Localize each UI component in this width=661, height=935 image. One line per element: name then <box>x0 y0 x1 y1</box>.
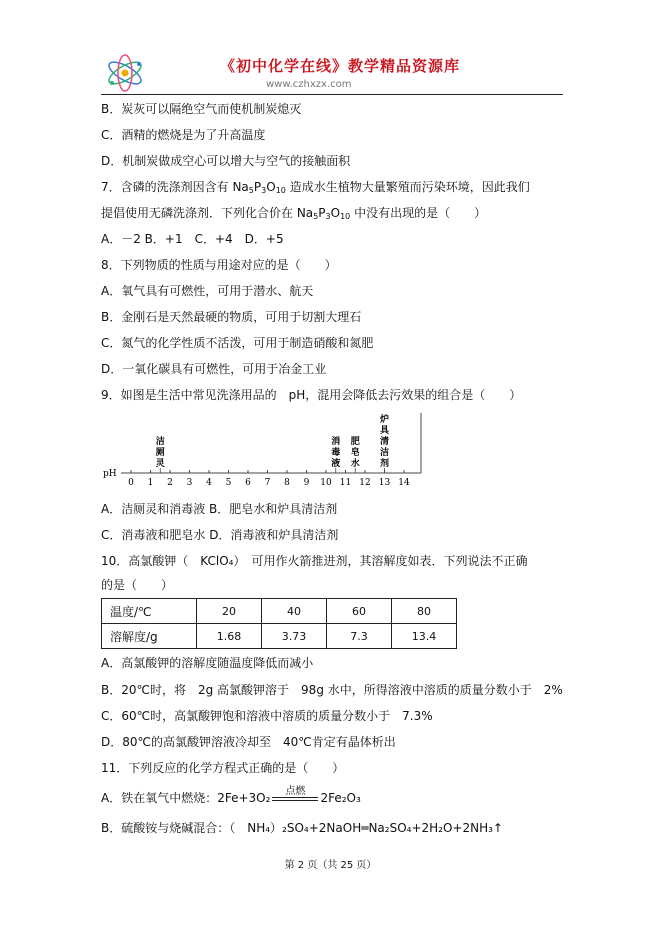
q6-option-b: B．炭灰可以隔绝空气而使机制炭熄灭 <box>101 102 302 116</box>
condition-label: 点燃 <box>285 786 306 797</box>
q10-option-a: A．高氯酸钾的溶解度随温度降低而减小 <box>101 656 314 670</box>
ph-tick-label: 4 <box>206 478 212 488</box>
ph-product-char: 消 <box>331 437 341 447</box>
ph-product-char: 毒 <box>331 448 341 458</box>
atom-logo-icon <box>103 52 147 94</box>
ph-tick-label: 12 <box>359 478 371 488</box>
q8-option-d: D．一氧化碳具有可燃性，可用于冶金工业 <box>101 362 327 376</box>
q7-formula: $Na_5P_3O_{10}$ <box>232 180 286 195</box>
solubility-cell: 13.4 <box>392 624 457 649</box>
ph-scale-svg <box>101 411 431 497</box>
ph-tick-label: 6 <box>245 478 251 488</box>
q7-options: A．－2 B．+1 C．+4 D．+5 <box>101 232 284 246</box>
q10-stem-line1: 10．高氯酸钾（ KClO₄） 可用作火箭推进剂，其溶解度如表．下列说法不正确 <box>101 554 528 568</box>
temp-cell: 20 <box>197 599 262 624</box>
table-row <box>102 624 457 649</box>
solubility-cell: 7.3 <box>327 624 392 649</box>
q8-option-a: A．氧气具有可燃性，可用于潜水、航天 <box>101 284 314 298</box>
q7-stem-line1 <box>101 179 530 199</box>
q8-option-c: C．氮气的化学性质不活泼，可用于制造硝酸和氮肥 <box>101 336 374 350</box>
ph-tick-label: 9 <box>303 478 310 488</box>
q7-stem-post: 造成水生植物大量繁殖而污染环境，因此我们 <box>285 180 530 194</box>
equation-rhs: 2Fe₂O₃ <box>320 791 361 805</box>
ph-product-char: 液 <box>331 459 341 469</box>
page-footer: 第 2 页（共 25 页） <box>284 860 377 871</box>
q7-stem-pre: 7．含磷的洗涤剂因含有 <box>101 180 233 194</box>
ph-tick-label: 8 <box>284 478 290 488</box>
ph-tick-label: 14 <box>398 478 410 488</box>
temp-cell: 40 <box>262 599 327 624</box>
ph-product-char: 洁 <box>379 448 390 458</box>
ph-product-char: 洁 <box>155 437 165 447</box>
ph-product-label <box>331 435 340 473</box>
header-divider <box>101 94 563 95</box>
ph-product-char: 水 <box>350 459 360 469</box>
ph-tick-label: 10 <box>320 478 332 488</box>
ph-tick-label: 3 <box>186 478 193 488</box>
q9-options-cd: C．消毒液和肥皂水 D．消毒液和炉具清洁剂 <box>101 528 339 542</box>
ph-product-label <box>351 435 360 473</box>
ph-tick-label: 0 <box>128 478 134 488</box>
ph-product-char: 皂 <box>350 448 360 458</box>
q10-option-c: C．60℃时，高氯酸钾饱和溶液中溶质的质量分数小于 7.3% <box>101 709 433 723</box>
ph-tick-label: 5 <box>225 478 232 488</box>
temp-cell: 80 <box>392 599 457 624</box>
ph-product-label <box>155 435 165 473</box>
ph-product-char: 具 <box>379 426 390 436</box>
banner-title: 《初中化学在线》教学精品资源库 <box>220 57 461 75</box>
banner-url: www.czhxzx.com <box>266 79 352 90</box>
ph-product-char: 剂 <box>379 459 390 469</box>
solubility-cell: 3.73 <box>262 624 327 649</box>
ph-product-char: 厕 <box>155 448 165 458</box>
ph-product-char: 清 <box>379 437 390 447</box>
equation-lhs: 2Fe+3O₂ <box>217 791 271 805</box>
solubility-header: 溶解度/g <box>102 624 197 649</box>
temp-cell: 60 <box>327 599 392 624</box>
q6-option-d: D．机制炭做成空心可以增大与空气的接触面积 <box>101 154 351 168</box>
q10-option-b: B．20℃时，将 2g 高氯酸钾溶于 98g 水中，所得溶液中溶质的质量分数小于 2% <box>101 683 563 697</box>
q8-option-b: B．金刚石是天然最硬的物质，可用于切割大理石 <box>101 310 362 324</box>
table-row <box>102 599 457 624</box>
reaction-condition <box>270 784 320 800</box>
ph-product-char: 炉 <box>379 415 390 425</box>
temperature-header: 温度/℃ <box>102 599 197 624</box>
q7-stem-line2: 提倡使用无磷洗涤剂．下列化合价在 $Na_5P_3O_{10}$ 中没有出现的是（ ） <box>101 206 487 221</box>
q7-formula-2: $Na_5P_3O_{10}$ <box>296 206 351 221</box>
q11-option-b: B．硫酸铵与烧碱混合：（ NH₄）₂SO₄+2NaOH═Na₂SO₄+2H₂O+2NH₃↑ <box>101 821 503 835</box>
ph-product-char: 肥 <box>350 437 360 447</box>
ph-product-label <box>379 413 390 473</box>
ph-tick-label: 11 <box>339 478 352 488</box>
ph-tick-label: 1 <box>147 478 154 488</box>
q9-options-ab: A．洁厕灵和消毒液 B．肥皂水和炉具清洁剂 <box>101 502 338 516</box>
ph-tick-label: 13 <box>378 478 391 488</box>
q10-stem-line2: 的是（ ） <box>101 578 174 592</box>
q6-option-c: C．酒精的燃烧是为了升高温度 <box>101 128 266 142</box>
q8-stem: 8．下列物质的性质与用途对应的是（ ） <box>101 258 337 272</box>
ph-axis-label: pH <box>103 469 117 479</box>
q10-option-d: D．80℃的高氯酸钾溶液冷却至 40℃肯定有晶体析出 <box>101 735 396 749</box>
q9-stem: 9．如图是生活中常见洗涤用品的 pH，混用会降低去污效果的组合是（ ） <box>101 388 522 402</box>
solubility-cell: 1.68 <box>197 624 262 649</box>
equals-sign <box>272 797 318 801</box>
ph-tick-label: 2 <box>167 478 173 488</box>
ph-scale-figure <box>101 411 431 500</box>
ph-product-char: 灵 <box>155 459 165 469</box>
q11-stem: 11．下列反应的化学方程式正确的是（ ） <box>101 761 345 775</box>
ph-tick-label: 7 <box>264 478 271 488</box>
q11-option-a: A．铁在氧气中燃烧：2Fe+3O₂ 点燃 2Fe₂O₃ <box>101 786 361 805</box>
solubility-table <box>101 598 457 649</box>
